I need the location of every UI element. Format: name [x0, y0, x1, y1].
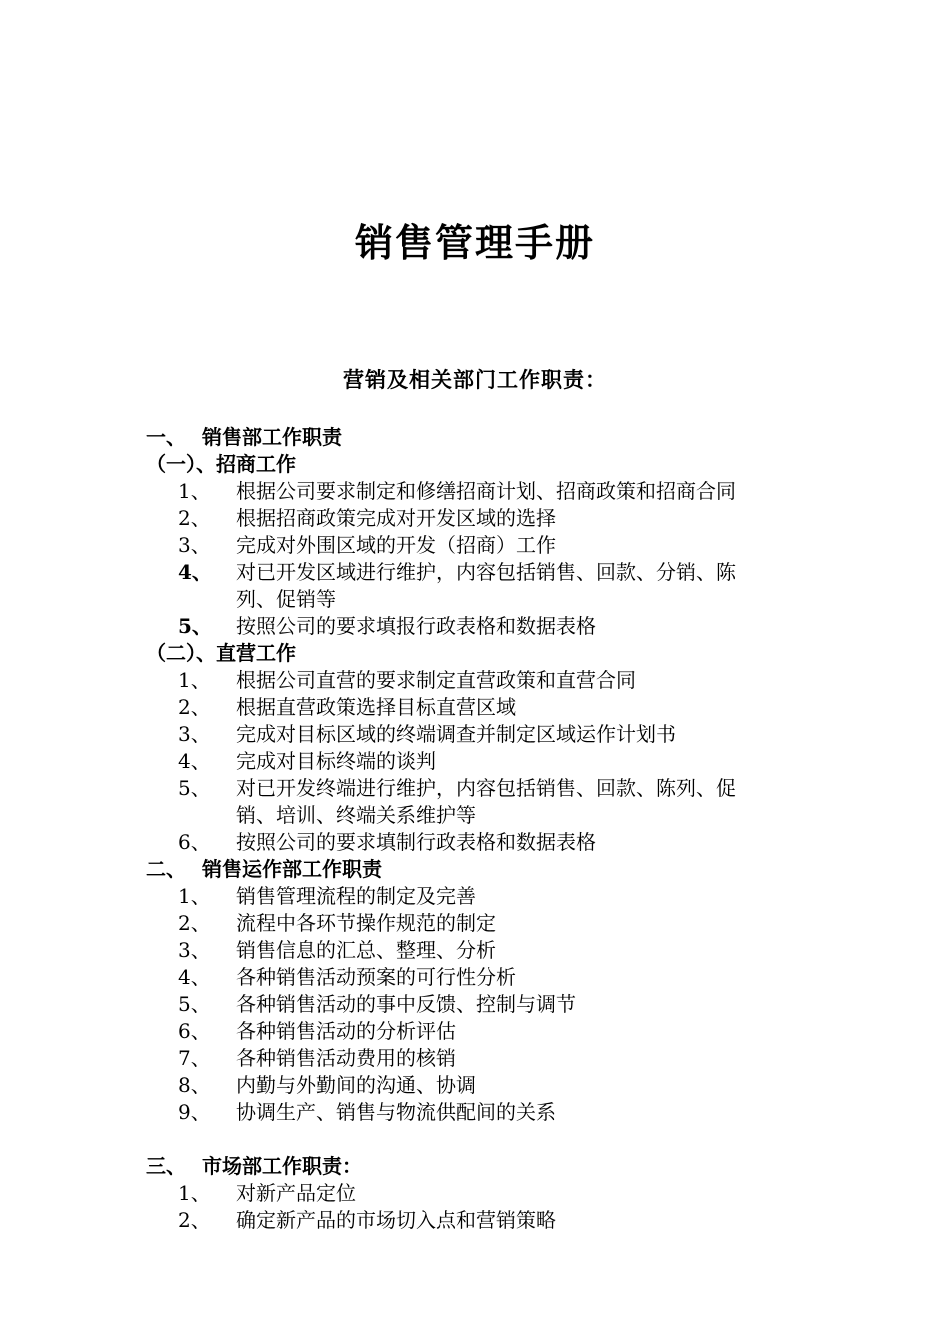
list-item-number: 6、: [178, 830, 211, 854]
section-heading: [0, 1153, 950, 1180]
document-title: 销售管理手册: [354, 221, 595, 265]
section-title: 销售运作部工作职责: [202, 857, 382, 881]
section-number: 二、: [146, 857, 186, 881]
list-item-text: 确定新产品的市场切入点和营销策略: [236, 1208, 556, 1232]
list-item-text: 销售信息的汇总、整理、分析: [236, 938, 496, 962]
list-item: [0, 964, 950, 991]
list-item-text: 销售管理流程的制定及完善: [236, 884, 476, 908]
list-item-text: 对已开发区域进行维护，内容包括销售、回款、分销、陈: [236, 560, 736, 584]
list-item-number: 2、: [178, 695, 211, 719]
list-item-number: 5、: [178, 614, 212, 638]
subsection-heading: [0, 451, 950, 478]
list-item-number: 9、: [178, 1100, 211, 1124]
section-title: 市场部工作职责：: [202, 1154, 362, 1178]
blank-line: [0, 1126, 950, 1153]
list-item-number: 2、: [178, 506, 211, 530]
list-item-text: 根据公司要求制定和修缮招商计划、招商政策和招商合同: [236, 479, 736, 503]
list-item-text: 根据直营政策选择目标直营区域: [236, 695, 516, 719]
subsection-title: （二）、直营工作: [146, 641, 296, 665]
list-item-text: 根据招商政策完成对开发区域的选择: [236, 506, 556, 530]
list-item: [0, 1072, 950, 1099]
document-body: [0, 424, 950, 1234]
list-item-number: 2、: [178, 911, 211, 935]
list-item-continuation: [0, 586, 950, 613]
list-item-text: 按照公司的要求填制行政表格和数据表格: [236, 830, 596, 854]
list-item: [0, 991, 950, 1018]
list-item-text: 各种销售活动费用的核销: [236, 1046, 456, 1070]
list-item-text: 对新产品定位: [236, 1181, 356, 1205]
list-item-number: 4、: [178, 560, 212, 584]
list-item-continuation-text: 列、促销等: [236, 587, 336, 611]
list-item-text: 各种销售活动的事中反馈、控制与调节: [236, 992, 576, 1016]
list-item: [0, 1018, 950, 1045]
section-heading: [0, 856, 950, 883]
subsection-title: （一）、招商工作: [146, 452, 296, 476]
list-item-number: 5、: [178, 776, 211, 800]
list-item: [0, 1207, 950, 1234]
list-item-text: 内勤与外勤间的沟通、协调: [236, 1073, 476, 1097]
list-item-number: 6、: [178, 1019, 211, 1043]
list-item: [0, 559, 950, 586]
list-item-text: 按照公司的要求填报行政表格和数据表格: [236, 614, 596, 638]
list-item: [0, 721, 950, 748]
list-item-text: 各种销售活动预案的可行性分析: [236, 965, 516, 989]
list-item: [0, 775, 950, 802]
list-item-continuation: [0, 802, 950, 829]
list-item: [0, 667, 950, 694]
list-item-continuation-text: 销、培训、终端关系维护等: [236, 803, 476, 827]
list-item-number: 4、: [178, 965, 211, 989]
list-item: [0, 748, 950, 775]
list-item: [0, 613, 950, 640]
list-item: [0, 1180, 950, 1207]
list-item-number: 1、: [178, 884, 211, 908]
list-item: [0, 937, 950, 964]
list-item-number: 3、: [178, 722, 211, 746]
list-item-text: 对已开发终端进行维护，内容包括销售、回款、陈列、促: [236, 776, 736, 800]
list-item-number: 2、: [178, 1208, 211, 1232]
list-item: [0, 478, 950, 505]
list-item-number: 3、: [178, 938, 211, 962]
list-item: [0, 883, 950, 910]
list-item-number: 1、: [178, 1181, 211, 1205]
list-item-text: 协调生产、销售与物流供配间的关系: [236, 1100, 556, 1124]
list-item: [0, 532, 950, 559]
list-item-text: 完成对外围区域的开发（招商）工作: [236, 533, 556, 557]
list-item: [0, 694, 950, 721]
list-item-number: 7、: [178, 1046, 211, 1070]
section-heading: [0, 424, 950, 451]
list-item: [0, 505, 950, 532]
list-item-text: 根据公司直营的要求制定直营政策和直营合同: [236, 668, 636, 692]
list-item-number: 4、: [178, 749, 211, 773]
list-item-text: 各种销售活动的分析评估: [236, 1019, 456, 1043]
section-number: 一、: [146, 425, 186, 449]
list-item-text: 完成对目标区域的终端调查并制定区域运作计划书: [236, 722, 676, 746]
list-item-number: 1、: [178, 479, 211, 503]
section-number: 三、: [146, 1154, 186, 1178]
list-item-number: 5、: [178, 992, 211, 1016]
document-subtitle: 营销及相关部门工作职责：: [343, 367, 607, 392]
section-title: 销售部工作职责: [202, 425, 342, 449]
list-item: [0, 910, 950, 937]
list-item-number: 8、: [178, 1073, 211, 1097]
list-item-number: 3、: [178, 533, 211, 557]
list-item: [0, 1045, 950, 1072]
list-item: [0, 1099, 950, 1126]
list-item-number: 1、: [178, 668, 211, 692]
list-item: [0, 829, 950, 856]
subsection-heading: [0, 640, 950, 667]
list-item-text: 完成对目标终端的谈判: [236, 749, 436, 773]
list-item-text: 流程中各环节操作规范的制定: [236, 911, 496, 935]
